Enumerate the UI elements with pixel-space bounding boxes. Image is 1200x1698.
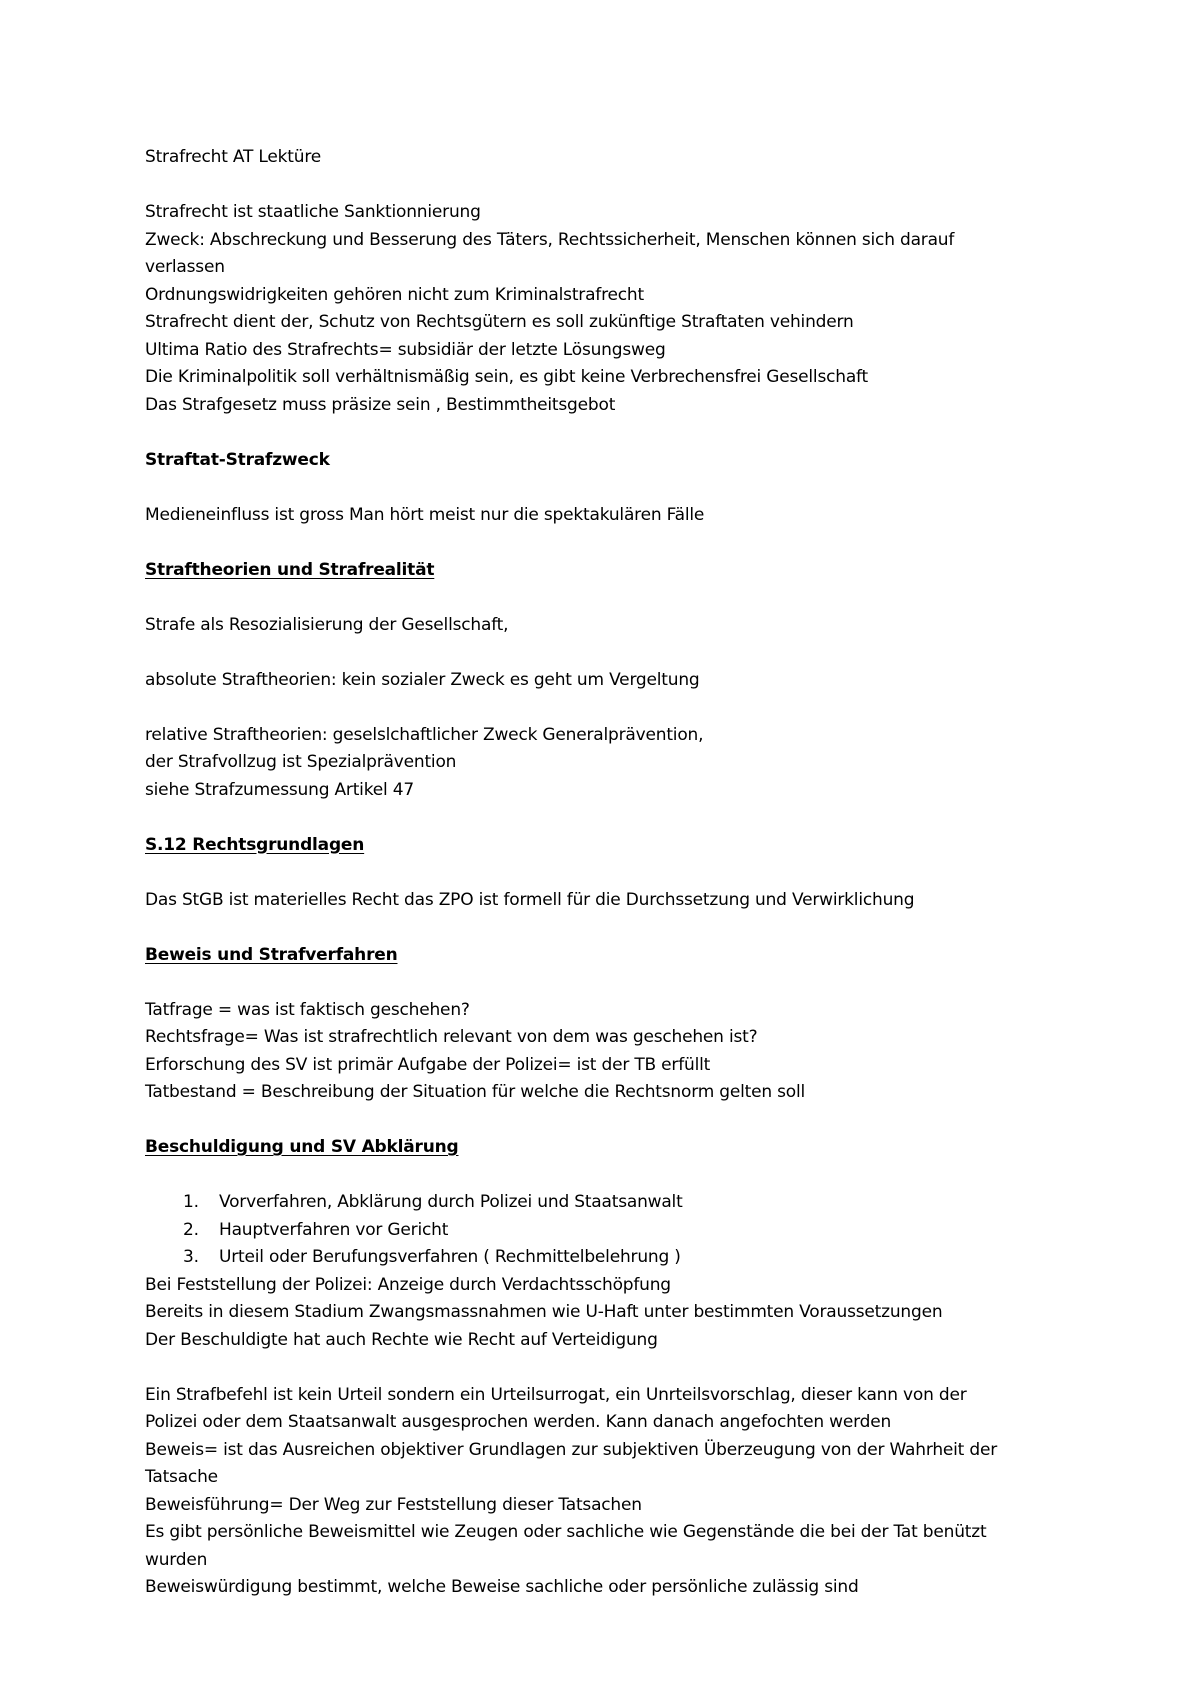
spacer bbox=[145, 474, 1140, 502]
spacer bbox=[145, 859, 1140, 887]
paragraph-line: Das StGB ist materielles Recht das ZPO ist formell für die Durchssetzung und Verwirklichung bbox=[145, 889, 915, 910]
intro-line: Strafrecht dient der, Schutz von Rechtsgütern es soll zukünftige Straftaten vehindern bbox=[145, 312, 854, 332]
paragraph-line: Bei Feststellung der Polizei: Anzeige durch Verdachtsschöpfung bbox=[145, 1274, 671, 1295]
paragraph-line: Beweiswürdigung bestimmt, welche Beweise sachliche oder persönliche zulässig sind bbox=[145, 1577, 859, 1597]
paragraph-line: Medieneinfluss ist gross Man hört meist nur die spektakulären Fälle bbox=[145, 504, 705, 525]
section-heading-beschuldigung: Beschuldigung und SV Abklärung bbox=[145, 1137, 459, 1157]
paragraph-line: siehe Strafzumessung Artikel 47 bbox=[145, 779, 414, 800]
paragraph-line: relative Straftheorien: geselslchaftlicher Zweck Generalprävention, bbox=[145, 724, 704, 745]
section-heading-straftat: Straftat-Strafzweck bbox=[145, 449, 330, 470]
list-item-text: Vorverfahren, Abklärung durch Polizei und Staatsanwalt bbox=[219, 1192, 683, 1212]
intro-line: Ordnungswidrigkeiten gehören nicht zum Kriminalstrafrecht bbox=[145, 284, 644, 305]
intro-line: Ultima Ratio des Strafrechts= subsidiär der letzte Lösungsweg bbox=[145, 339, 666, 360]
list-item bbox=[183, 1217, 1140, 1245]
paragraph-line: Es gibt persönliche Beweismittel wie Zeugen oder sachliche wie Gegenstände die bei der Tat benützt bbox=[145, 1522, 987, 1542]
paragraph-line: Rechtsfrage= Was ist strafrechtlich relevant von dem was geschehen ist? bbox=[145, 1027, 758, 1047]
numbered-list bbox=[145, 1189, 1140, 1272]
paragraph-line: der Strafvollzug ist Spezialprävention bbox=[145, 752, 457, 772]
spacer bbox=[145, 1162, 1140, 1190]
spacer bbox=[145, 1354, 1140, 1382]
paragraph-line: Tatfrage = was ist faktisch geschehen? bbox=[145, 999, 470, 1020]
spacer bbox=[145, 529, 1140, 557]
paragraph-line: Tatbestand = Beschreibung der Situation für welche die Rechtsnorm gelten soll bbox=[145, 1082, 806, 1102]
paragraph-line: Polizei oder dem Staatsanwalt ausgesprochen werden. Kann danach angefochten werden bbox=[145, 1412, 892, 1432]
spacer bbox=[145, 419, 1140, 447]
paragraph-line: Der Beschuldigte hat auch Rechte wie Recht auf Verteidigung bbox=[145, 1329, 658, 1350]
paragraph-line: Ein Strafbefehl ist kein Urteil sondern ein Urteilsurrogat, ein Unrteilsvorschlag, dieser kann von der bbox=[145, 1384, 967, 1405]
intro-line: Die Kriminalpolitik soll verhältnismäßig sein, es gibt keine Verbrechensfrei Gesellschaft bbox=[145, 367, 869, 387]
list-number: 3. bbox=[183, 1247, 199, 1267]
list-item bbox=[183, 1189, 1140, 1217]
spacer bbox=[145, 584, 1140, 612]
spacer bbox=[145, 914, 1140, 942]
list-number: 1. bbox=[183, 1192, 199, 1212]
spacer bbox=[145, 1107, 1140, 1135]
paragraph-line: Beweisführung= Der Weg zur Feststellung dieser Tatsachen bbox=[145, 1494, 642, 1515]
paragraph-line: wurden bbox=[145, 1549, 208, 1570]
intro-line: verlassen bbox=[145, 257, 225, 277]
intro-line: Strafrecht ist staatliche Sanktionnierung bbox=[145, 202, 481, 222]
paragraph-line: Tatsache bbox=[145, 1467, 218, 1487]
section-heading-beweis: Beweis und Strafverfahren bbox=[145, 944, 398, 965]
spacer bbox=[145, 969, 1140, 997]
section-heading-rechtsgrundlagen: S.12 Rechtsgrundlagen bbox=[145, 834, 365, 855]
spacer bbox=[145, 804, 1140, 832]
paragraph-line: Strafe als Resozialisierung der Gesellschaft, bbox=[145, 614, 509, 635]
section-heading-straftheorien: Straftheorien und Strafrealität bbox=[145, 559, 435, 580]
intro-line: Das Strafgesetz muss präsize sein , Bestimmtheitsgebot bbox=[145, 394, 616, 415]
paragraph-line: Bereits in diesem Stadium Zwangsmassnahmen wie U-Haft unter bestimmten Voraussetzungen bbox=[145, 1302, 943, 1322]
spacer bbox=[145, 172, 1140, 200]
document-title: Strafrecht AT Lektüre bbox=[145, 147, 322, 167]
paragraph-line: Erforschung des SV ist primär Aufgabe der Polizei= ist der TB erfüllt bbox=[145, 1054, 711, 1075]
list-item-text: Urteil oder Berufungsverfahren ( Rechmittelbelehrung ) bbox=[219, 1247, 681, 1267]
paragraph-line: absolute Straftheorien: kein sozialer Zweck es geht um Vergeltung bbox=[145, 669, 700, 690]
paragraph-line: Beweis= ist das Ausreichen objektiver Grundlagen zur subjektiven Überzeugung von der Wahrheit der bbox=[145, 1439, 997, 1460]
spacer bbox=[145, 639, 1140, 667]
list-number: 2. bbox=[183, 1219, 199, 1240]
spacer bbox=[145, 694, 1140, 722]
list-item bbox=[183, 1244, 1140, 1272]
list-item-text: Hauptverfahren vor Gericht bbox=[219, 1219, 449, 1240]
intro-line: Zweck: Abschreckung und Besserung des Täters, Rechtssicherheit, Menschen können sich darauf bbox=[145, 229, 955, 250]
